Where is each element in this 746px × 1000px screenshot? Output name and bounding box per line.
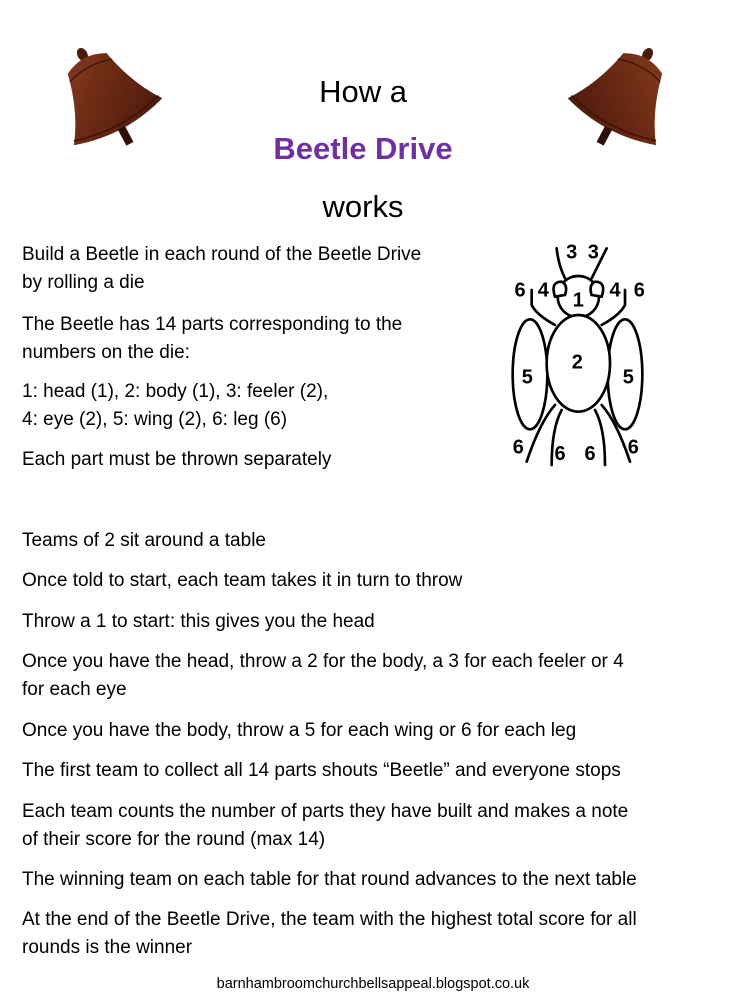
- feeler-label: 3: [566, 241, 578, 264]
- eye-label: 4: [537, 279, 549, 302]
- title-line-1: How a: [319, 74, 407, 109]
- paragraph: 1: head (1), 2: body (1), 3: feeler (2), 4: eye (2), 5: wing (2), 6: leg (6): [22, 381, 329, 430]
- leg-label: 6: [514, 279, 526, 302]
- leg-label: 6: [633, 279, 645, 302]
- paragraph: Once you have the body, throw a 5 for each wing or 6 for each leg: [22, 720, 577, 741]
- paragraph: The Beetle has 14 parts corresponding to the numbers on the die:: [22, 314, 403, 363]
- wing-label: 5: [622, 366, 634, 389]
- paragraph: Each team counts the number of parts they have built and makes a note of their score for the round (max 14): [22, 801, 629, 850]
- wing-label: 5: [521, 366, 533, 389]
- paragraph: Once told to start, each team takes it in turn to throw: [22, 570, 463, 591]
- paragraph: Teams of 2 sit around a table: [22, 530, 266, 551]
- title-beetle-drive: Beetle Drive: [273, 131, 453, 166]
- paragraph: Each part must be thrown separately: [22, 449, 332, 470]
- head-label: 1: [572, 289, 584, 312]
- leg-label: 6: [584, 443, 596, 465]
- title-line-3: works: [322, 189, 404, 224]
- paragraph: Build a Beetle in each round of the Beetle Drive by rolling a die: [22, 244, 422, 293]
- paragraph: The winning team on each table for that round advances to the next table: [22, 869, 637, 890]
- feeler-label: 3: [587, 241, 599, 264]
- paragraph: At the end of the Beetle Drive, the team with the highest total score for all rounds is the winner: [22, 909, 637, 958]
- footer-url: barnhambroomchurchbellsappeal.blogspot.co.uk: [216, 976, 530, 992]
- leg-label: 6: [627, 436, 639, 459]
- eye-label: 4: [609, 279, 621, 302]
- paragraph: Once you have the head, throw a 2 for the body, a 3 for each feeler or 4 for each eye: [22, 651, 624, 700]
- paragraph: The first team to collect all 14 parts shouts “Beetle” and everyone stops: [22, 760, 621, 781]
- leg-label: 6: [554, 443, 566, 465]
- beetle-diagram: [490, 235, 660, 470]
- body-label: 2: [571, 351, 583, 374]
- paragraph: Throw a 1 to start: this gives you the head: [22, 611, 375, 632]
- leg-label: 6: [512, 436, 524, 459]
